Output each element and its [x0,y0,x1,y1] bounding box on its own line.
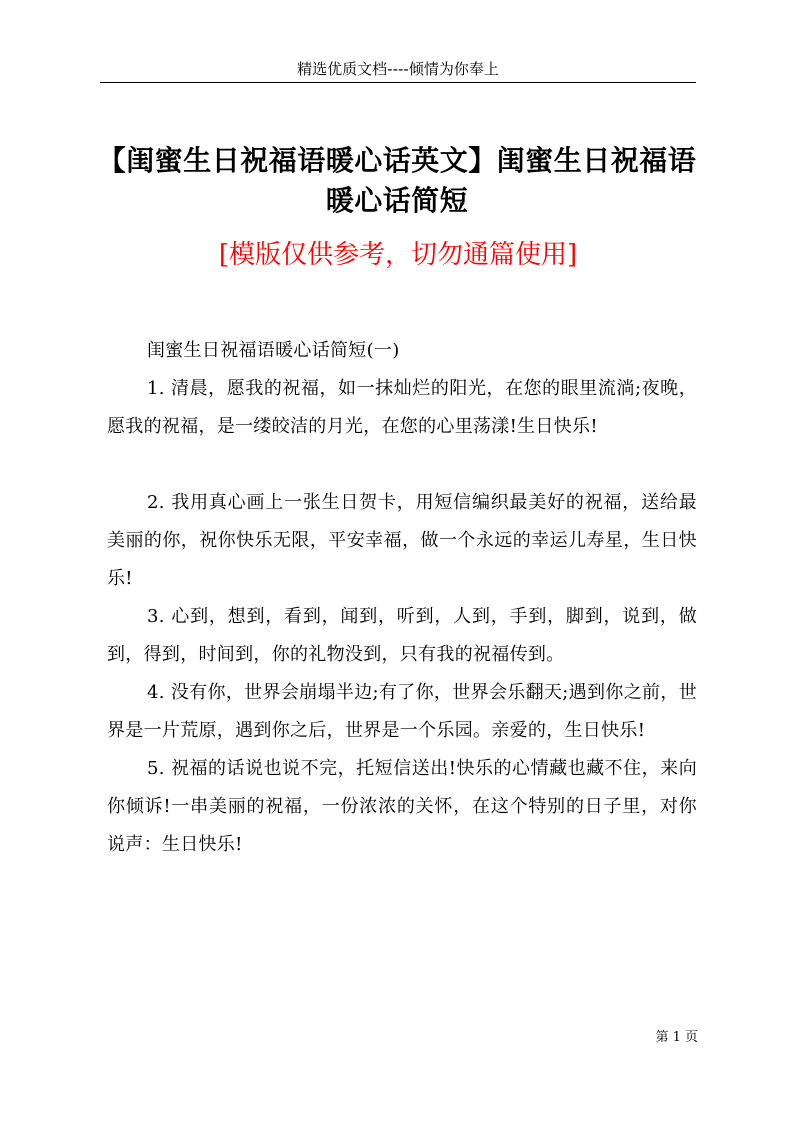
paragraph-1: 1. 清晨，愿我的祝福，如一抹灿烂的阳光，在您的眼里流淌;夜晚，愿我的祝福，是一缕皎洁的月光，在您的心里荡漾!生日快乐! [107,378,697,437]
page-header: 精选优质文档----倾情为你奉上 [100,58,696,83]
page-number: 第 1 页 [655,1030,698,1045]
template-notice: [模版仅供参考，切勿通篇使用] [218,240,578,270]
document-title: 【闺蜜生日祝福语暖心话英文】闺蜜生日祝福语暖心话简短 [97,144,697,217]
paragraph-2: 2. 我用真心画上一张生日贺卡，用短信编织最美好的祝福，送给最美丽的你，祝你快乐无限，平安幸福，做一个永远的幸运儿寿星，生日快乐! [107,492,697,589]
paragraph-3: 3. 心到，想到，看到，闻到，听到，人到，手到，脚到，说到，做到，得到，时间到，你的礼物没到，只有我的祝福传到。 [107,606,697,665]
document-body [107,332,697,864]
section-heading: 闺蜜生日祝福语暖心话简短(一) [147,340,400,361]
paragraph-spacer [107,446,697,484]
paragraph-4: 4. 没有你，世界会崩塌半边;有了你，世界会乐翻天;遇到你之前，世界是一片荒原，遇到你之后，世界是一个乐园。亲爱的，生日快乐! [107,682,697,741]
paragraph-5: 5. 祝福的话说也说不完，托短信送出!快乐的心情藏也藏不住，来向你倾诉!一串美丽的祝福，一份浓浓的关怀，在这个特别的日子里，对你说声：生日快乐! [107,758,697,855]
